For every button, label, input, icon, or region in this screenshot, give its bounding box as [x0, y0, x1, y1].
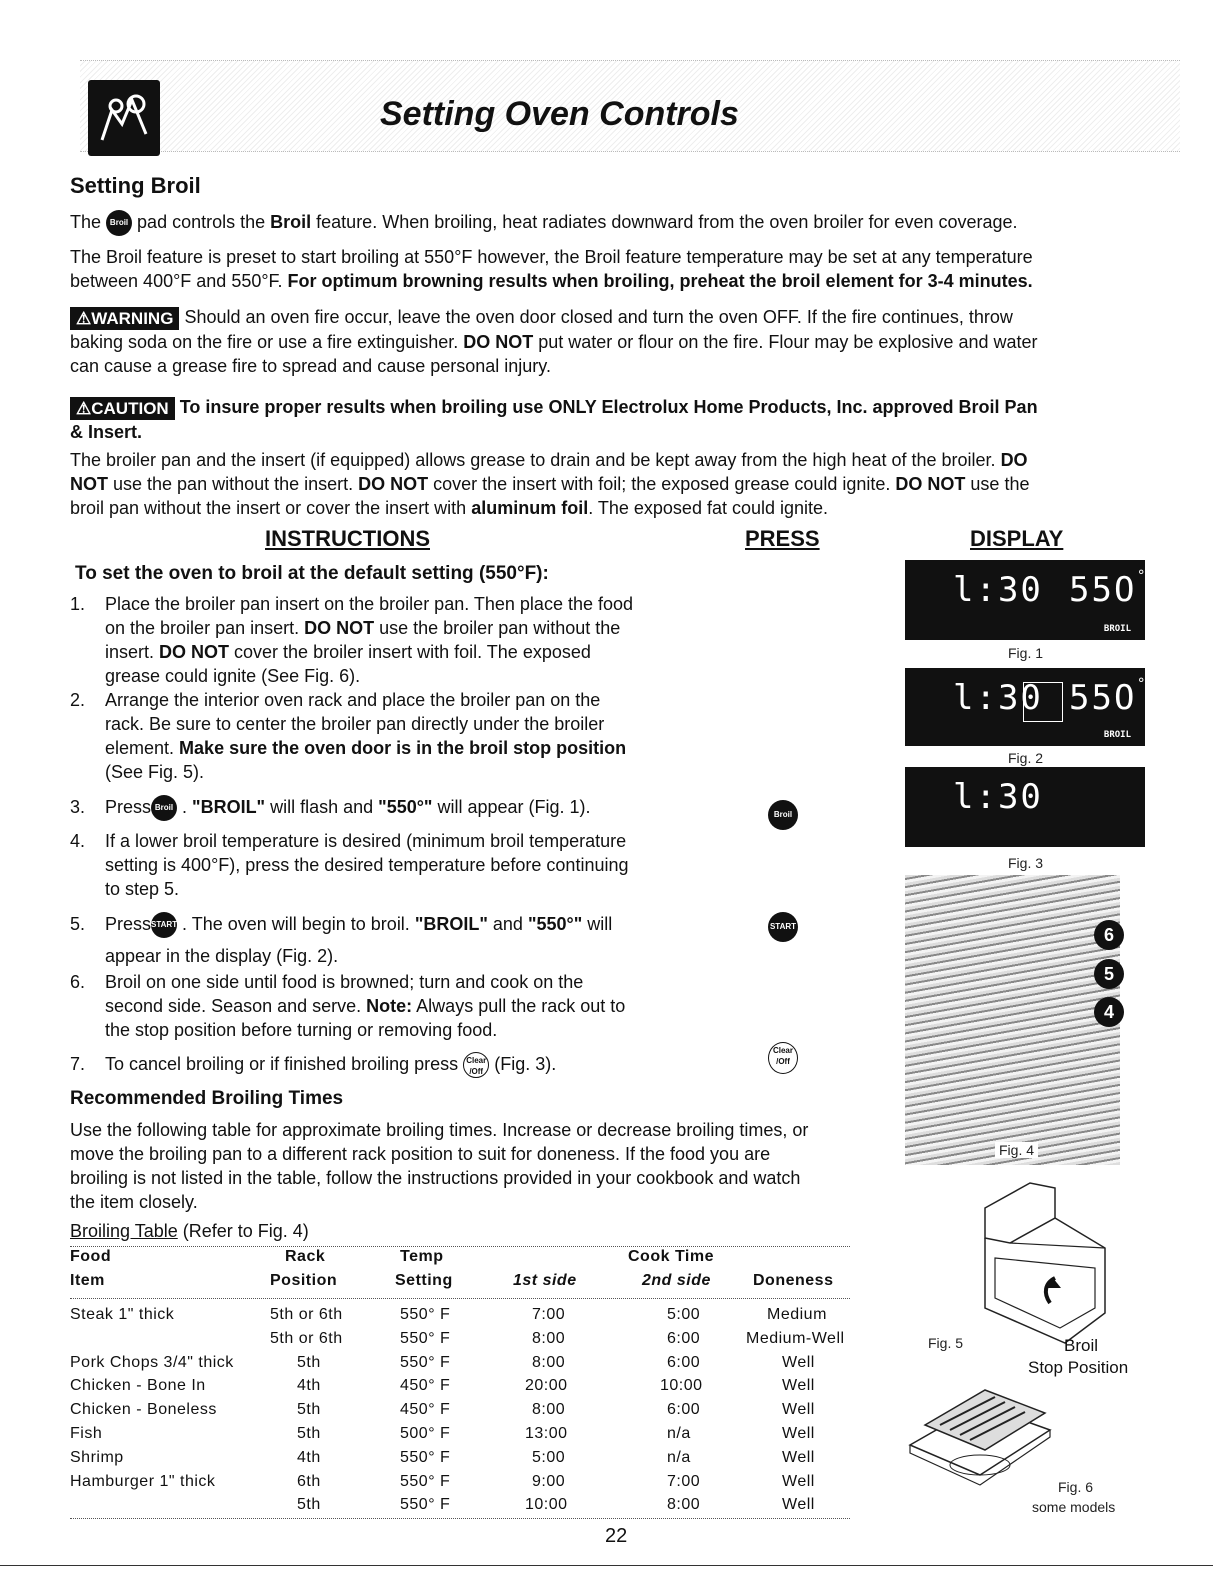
table-cell-done: Well	[782, 1448, 815, 1466]
table-cell-done: Well	[782, 1401, 815, 1419]
rack-position-5: 5	[1094, 959, 1124, 989]
fig3-caption: Fig. 3	[1008, 855, 1044, 871]
table-row	[70, 1425, 850, 1447]
table-cell-temp: 550° F	[400, 1448, 451, 1466]
table-cell-temp: 500° F	[400, 1425, 451, 1442]
table-cell-first: 8:00	[532, 1353, 566, 1371]
table-cell-first: 9:00	[532, 1472, 566, 1490]
page-bottom-rule	[0, 1565, 1213, 1566]
warning-triangle-icon: ⚠	[76, 308, 92, 328]
press-header: PRESS	[745, 526, 820, 551]
table-cell-done: Well	[782, 1496, 815, 1514]
table-cell-rack: 5th	[297, 1425, 321, 1442]
start-pad-icon: START	[151, 912, 177, 938]
warning-paragraph: ⚠WARNING Should an oven fire occur, leave the oven door closed and turn the oven OFF. If the fire continues, throw baking soda on the fire or use a fire extinguisher. DO NOT put water or flour on the fire. Flour may be explosive and water can cause a grease fire to spread and cause personal injury.	[70, 307, 1038, 376]
fig5-caption: Fig. 5	[928, 1335, 964, 1351]
table-cell-rack: 5th	[297, 1401, 321, 1419]
table-row	[70, 1377, 850, 1399]
table-cell-temp: 550° F	[400, 1496, 451, 1514]
table-row	[70, 1401, 850, 1423]
table-cell-rack: 4th	[297, 1448, 321, 1466]
intro-paragraph-1: The Broil pad controls the Broil feature. When broiling, heat radiates downward from the oven broiler for even coverage.	[70, 210, 1150, 236]
caution-paragraph: ⚠CAUTION To insure proper results when broiling use ONLY Electrolux Home Products, Inc. approved Broil Pan & Insert.	[70, 397, 1038, 442]
section-title: Setting Broil	[70, 173, 201, 198]
rack-position-6: 6	[1094, 920, 1124, 950]
table-cell-temp: 550° F	[400, 1353, 451, 1371]
step-6: 6. Broil on one side until food is browned; turn and cook on the second side. Season and serve. Note: Always pull the rack out to the stop position before turning or removing food.	[70, 972, 626, 1040]
broiling-table-title: Broiling Table (Refer to Fig. 4)	[70, 1221, 309, 1241]
table-cell-food: Fish	[70, 1425, 103, 1442]
steps-subhead: To set the oven to broil at the default setting (550°F):	[75, 563, 549, 584]
table-cell-second: 6:00	[667, 1329, 701, 1347]
table-cell-second: n/a	[667, 1448, 691, 1466]
warning-label: ⚠WARNING	[70, 307, 179, 330]
table-cell-done: Well	[782, 1472, 815, 1490]
caution-triangle-icon: ⚠	[76, 398, 92, 418]
table-head-rule	[70, 1298, 850, 1299]
table-cell-done: Well	[782, 1377, 815, 1395]
caution-label: ⚠CAUTION	[70, 397, 175, 420]
step-4: 4. If a lower broil temperature is desired (minimum broil temperature setting is 400°F), press the desired temperature before continuing to step 5.	[70, 831, 629, 899]
table-cell-done: Well	[782, 1353, 815, 1371]
fig6-note: some models	[1032, 1499, 1116, 1515]
table-top-rule	[70, 1246, 850, 1247]
page-title: Setting Oven Controls	[380, 95, 739, 133]
fig4-caption: Fig. 4	[995, 1142, 1038, 1158]
blink-box	[1023, 682, 1063, 722]
instructions-header: INSTRUCTIONS	[265, 526, 430, 551]
table-cell-rack: 5th	[297, 1353, 321, 1371]
table-cell-rack: 5th or 6th	[270, 1306, 343, 1323]
fig5-label-stop-position: Stop Position	[1028, 1358, 1129, 1377]
table-cell-done: Medium	[767, 1306, 827, 1323]
step-7: 7. To cancel broiling or if finished broiling press Clear /Off (Fig. 3).	[70, 1054, 557, 1077]
recommended-paragraph: Use the following table for approximate broiling times. Increase or decrease broiling times, or move the broiling pan to a different rack position to suit for doneness. If the food you are broiling is not listed in the table, follow the instructions provided in your cookbook and watch the item closely.	[70, 1120, 809, 1212]
table-row	[70, 1330, 850, 1352]
clear-off-pad-icon: Clear /Off	[463, 1052, 489, 1078]
table-cell-temp: 450° F	[400, 1401, 451, 1419]
table-cell-second: 6:00	[667, 1401, 701, 1419]
press-broil-pad-icon: Broil	[768, 800, 798, 830]
step-3: 3. Press Broil . "BROIL" will flash and "550°" will appear (Fig. 1).	[70, 795, 710, 823]
table-cell-second: 5:00	[667, 1306, 701, 1323]
rack-position-4: 4	[1094, 997, 1124, 1027]
display-header: DISPLAY	[970, 526, 1064, 551]
press-start-pad-icon: START	[768, 912, 798, 942]
table-cell-done: Well	[782, 1425, 815, 1442]
step-5: 5. PressSTART . The oven will begin to broil. "BROIL" and "550°" will appear in the display (Fig. 2).	[70, 914, 613, 966]
step-2: 2. Arrange the interior oven rack and place the broiler pan on the rack. Be sure to center the broiler pan directly under the broiler element. Make sure the oven door is in the broil stop position (See Fig. 5).	[70, 690, 627, 782]
table-cell-rack: 5th or 6th	[270, 1329, 343, 1347]
broil-pan-paragraph: The broiler pan and the insert (if equipped) allows grease to drain and be kept away from the high heat of the broiler. DO NOT use the pan without the insert. DO NOT cover the insert with foil; the exposed grease could ignite. DO NOT use the broil pan without the insert or cover the insert with aluminum foil. The exposed fat could ignite.	[70, 450, 1030, 518]
oven-controls-logo-icon	[88, 80, 160, 156]
table-row	[70, 1496, 850, 1518]
table-cell-food: Chicken - Bone In	[70, 1377, 206, 1395]
table-row	[70, 1354, 850, 1376]
display-fig2: l:30 55O ° BROIL	[905, 668, 1145, 746]
broil-pad-icon: Broil	[106, 210, 132, 236]
table-cell-food: Pork Chops 3/4" thick	[70, 1353, 234, 1371]
table-row	[70, 1473, 850, 1495]
table-cell-second: n/a	[667, 1425, 691, 1442]
display-fig1: l:30 55O ° BROIL	[905, 560, 1145, 640]
table-cell-first: 7:00	[532, 1306, 566, 1323]
table-row	[70, 1449, 850, 1471]
fig6-caption: Fig. 6	[1058, 1479, 1094, 1495]
table-cell-second: 7:00	[667, 1472, 701, 1490]
table-cell-food: Shrimp	[70, 1448, 124, 1466]
fig5-range-drawing	[955, 1178, 1125, 1353]
table-cell-first: 8:00	[532, 1329, 566, 1347]
step-1: 1. Place the broiler pan insert on the broiler pan. Then place the food on the broiler pan insert. DO NOT use the broiler pan without the insert. DO NOT cover the broiler insert with foil. The exposed grease could ignite (See Fig. 6).	[70, 594, 634, 686]
table-cell-food: Chicken - Boneless	[70, 1401, 217, 1419]
table-head-row-2: Item Position Setting 1st side 2nd side Doneness	[70, 1272, 834, 1289]
table-cell-first: 5:00	[532, 1448, 566, 1466]
table-row	[70, 1306, 850, 1328]
broil-pad-icon: Broil	[151, 795, 177, 821]
table-cell-food: Hamburger 1" thick	[70, 1472, 216, 1490]
table-cell-temp: 450° F	[400, 1377, 451, 1395]
recommended-title: Recommended Broiling Times	[70, 1088, 344, 1109]
table-cell-temp: 550° F	[400, 1329, 451, 1347]
table-cell-rack: 4th	[297, 1377, 321, 1395]
fig4-oven-racks-image	[905, 875, 1120, 1165]
table-cell-first: 8:00	[532, 1401, 566, 1419]
fig6-broiler-pan-drawing	[900, 1375, 1060, 1495]
fig2-caption: Fig. 2	[1008, 750, 1044, 766]
table-cell-temp: 550° F	[400, 1306, 451, 1323]
table-cell-second: 8:00	[667, 1496, 701, 1514]
table-cell-done: Medium-Well	[746, 1329, 845, 1347]
table-cell-temp: 550° F	[400, 1472, 451, 1490]
display-fig3: l:30	[905, 767, 1145, 847]
table-cell-second: 6:00	[667, 1353, 701, 1371]
fig5-label-broil: Broil	[1064, 1336, 1099, 1355]
page-number: 22	[605, 1525, 628, 1547]
table-cell-second: 10:00	[660, 1377, 703, 1395]
fig1-caption: Fig. 1	[1008, 645, 1044, 661]
table-cell-first: 10:00	[525, 1496, 568, 1514]
press-clear-off-pad-icon: Clear /Off	[768, 1042, 798, 1074]
table-head-row-1: Food Rack Temp Cook Time	[70, 1248, 714, 1265]
table-cell-food: Steak 1" thick	[70, 1306, 175, 1323]
table-cell-rack: 5th	[297, 1496, 321, 1514]
table-cell-first: 20:00	[525, 1377, 568, 1395]
intro-paragraph-2: The Broil feature is preset to start broiling at 550°F however, the Broil feature temperature may be set at any temperature between 400°F and 550°F. For optimum browning results when broiling, preheat the broil element for 3-4 minutes.	[70, 247, 1033, 291]
table-cell-rack: 6th	[297, 1472, 321, 1490]
table-cell-first: 13:00	[525, 1425, 568, 1442]
table-bottom-rule	[70, 1518, 850, 1519]
